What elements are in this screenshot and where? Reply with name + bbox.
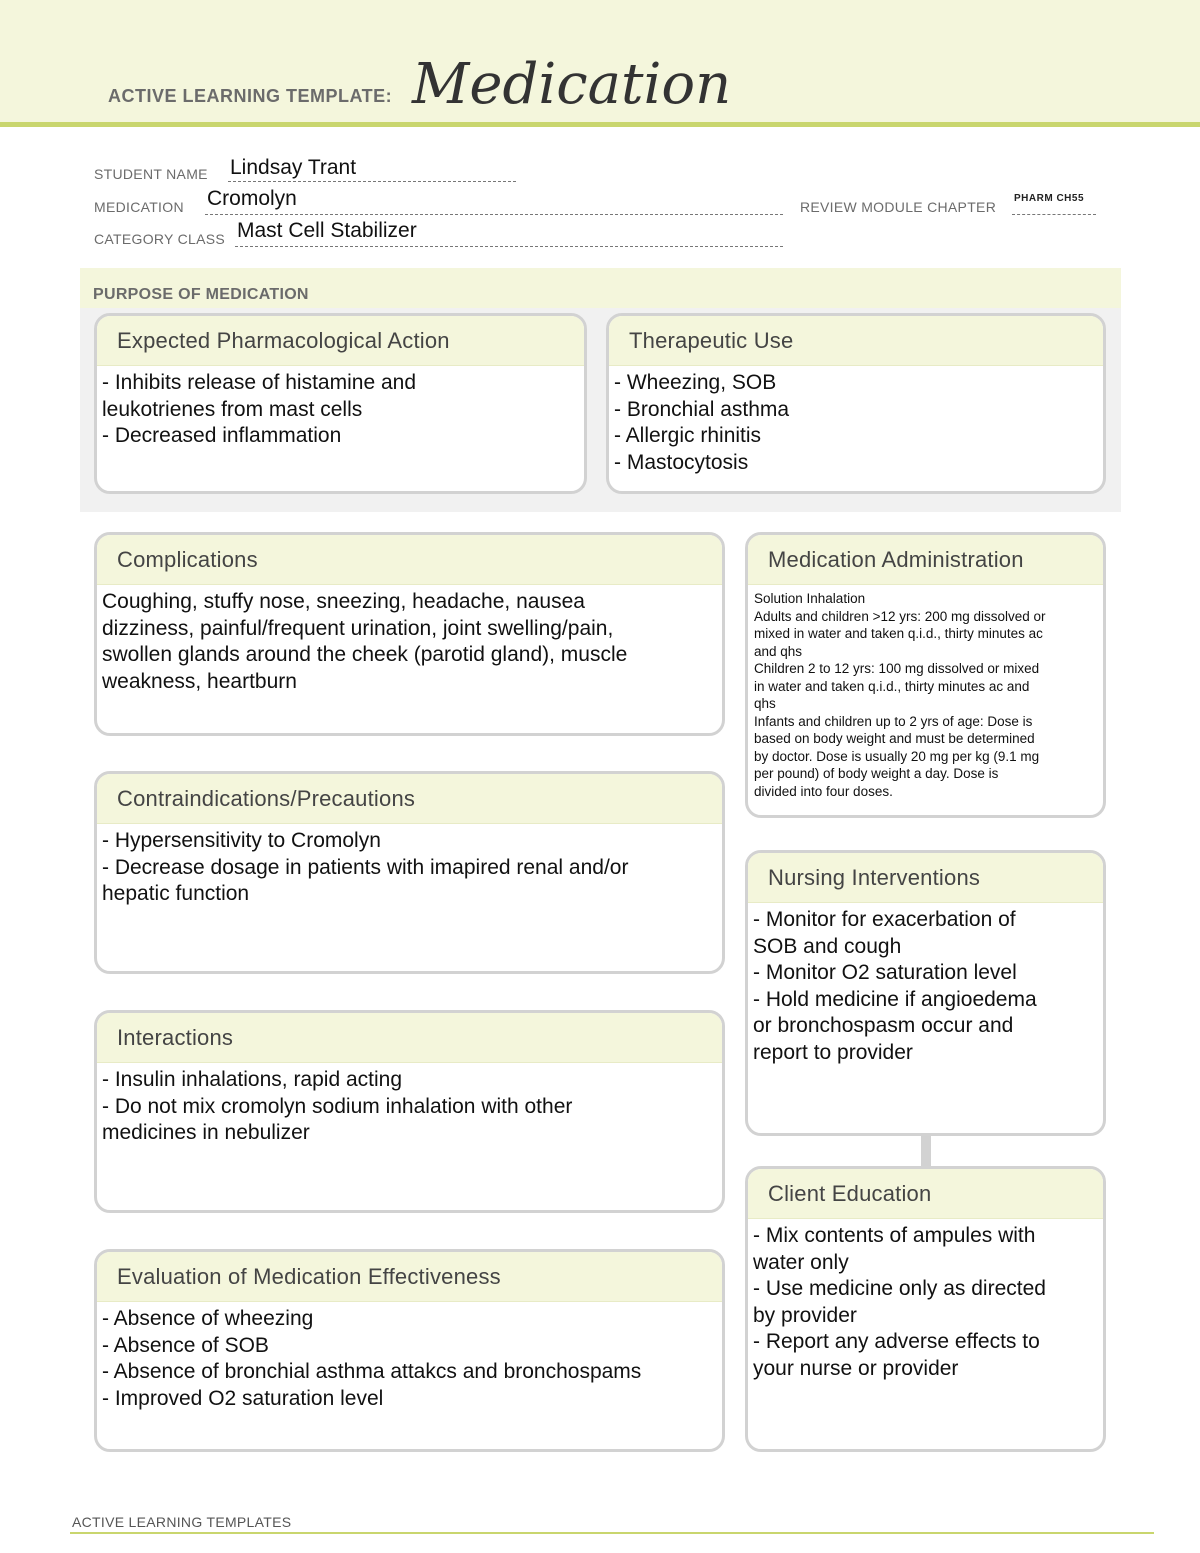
text-line: - Bronchial asthma [614, 397, 790, 421]
text-line: - Monitor for exacerbation of [753, 908, 1016, 931]
text-line: - Mastocytosis [614, 450, 749, 474]
text-line: - Improved O2 saturation level [102, 1386, 384, 1410]
category-class-label: CATEGORY CLASS [94, 231, 226, 247]
text-line: water only [753, 1250, 849, 1274]
text-line: - Monitor O2 saturation level [753, 961, 1017, 984]
review-module-label: REVIEW MODULE CHAPTER [800, 199, 997, 215]
text-line: report to provider [753, 1040, 913, 1064]
text-line: - Allergic rhinitis [614, 424, 762, 447]
interactions-body[interactable] [97, 1063, 722, 1147]
student-name-field[interactable]: Lindsay Trant [230, 156, 357, 179]
text-line: divided into four doses. [754, 783, 893, 799]
medication-field[interactable]: Cromolyn [207, 187, 297, 210]
client-education-box [745, 1166, 1106, 1452]
text-line: by provider [753, 1303, 857, 1327]
client-education-title: Client Education [768, 1180, 932, 1206]
text-line: and qhs [754, 643, 803, 659]
text-line: Coughing, stuffy nose, sneezing, headache, nausea [102, 590, 585, 613]
text-line: Solution Inhalation [754, 591, 866, 606]
text-line: - Absence of SOB [102, 1333, 269, 1357]
administration-body[interactable] [748, 585, 1103, 800]
contraindications-title: Contraindications/Precautions [117, 785, 416, 811]
contraindications-body[interactable] [97, 824, 722, 908]
client-education-body[interactable] [748, 1219, 1103, 1382]
header-rule [0, 122, 1200, 127]
expected-action-title: Expected Pharmacological Action [117, 327, 450, 353]
text-line: swollen glands around the cheek (parotid gland), muscle [102, 643, 628, 666]
therapeutic-use-box [606, 313, 1106, 494]
text-line: mixed in water and taken q.i.d., thirty minutes ac [754, 626, 1043, 641]
text-line: or bronchospasm occur and [753, 1014, 1014, 1037]
nursing-box [745, 850, 1106, 1136]
medication-line [205, 214, 783, 215]
text-line: Adults and children >12 yrs: 200 mg dissolved or [754, 608, 1046, 624]
text-line: by doctor. Dose is usually 20 mg per kg (9.1 mg [754, 748, 1040, 764]
complications-body[interactable] [97, 585, 722, 695]
text-line: Infants and children up to 2 yrs of age: Dose is [754, 713, 1033, 729]
text-line: - Report any adverse effects to [753, 1330, 1040, 1353]
expected-action-body[interactable] [97, 366, 584, 450]
evaluation-title: Evaluation of Medication Effectiveness [117, 1263, 501, 1289]
box-connector [921, 1136, 931, 1166]
text-line: weakness, heartburn [102, 669, 297, 693]
complications-box [94, 532, 725, 736]
category-class-field[interactable]: Mast Cell Stabilizer [237, 219, 417, 242]
text-line: - Decrease dosage in patients with imapired renal and/or [102, 855, 629, 879]
interactions-header [97, 1013, 722, 1063]
evaluation-box [94, 1249, 725, 1452]
contraindications-box [94, 771, 725, 974]
text-line: - Absence of bronchial asthma attakcs and bronchospams [102, 1360, 642, 1383]
text-line: - Use medicine only as directed [753, 1277, 1046, 1300]
text-line: qhs [754, 696, 776, 711]
text-line: Children 2 to 12 yrs: 100 mg dissolved or mixed [754, 661, 1040, 676]
text-line: - Insulin inhalations, rapid acting [102, 1068, 403, 1091]
nursing-title: Nursing Interventions [768, 864, 981, 890]
text-line: - Absence of wheezing [102, 1307, 314, 1330]
nursing-body[interactable] [748, 903, 1103, 1066]
review-module-field[interactable]: PHARM CH55 [1014, 193, 1085, 204]
interactions-box [94, 1010, 725, 1213]
template-label: ACTIVE LEARNING TEMPLATE: [108, 86, 393, 106]
text-line: hepatic function [102, 882, 250, 905]
evaluation-body[interactable] [97, 1302, 722, 1412]
therapeutic-use-body[interactable] [609, 366, 1103, 476]
text-line: - Wheezing, SOB [614, 371, 777, 394]
text-line: in water and taken q.i.d., thirty minutes ac and [754, 678, 1030, 694]
student-name-label: STUDENT NAME [94, 166, 208, 182]
purpose-label: PURPOSE OF MEDICATION [93, 286, 309, 303]
footer-label: ACTIVE LEARNING TEMPLATES [72, 1514, 292, 1530]
text-line: leukotrienes from mast cells [102, 397, 363, 421]
text-line: SOB and cough [753, 934, 902, 958]
text-line: - Decreased inflammation [102, 424, 342, 447]
student-name-line [228, 181, 516, 182]
administration-title: Medication Administration [768, 546, 1024, 572]
therapeutic-use-title: Therapeutic Use [629, 327, 794, 353]
text-line: - Hold medicine if angioedema [753, 987, 1037, 1011]
nursing-header [748, 853, 1103, 903]
footer-rule [70, 1532, 1154, 1534]
page-title: Medication [412, 52, 732, 117]
category-class-line [235, 246, 783, 247]
text-line: based on body weight and must be determined [754, 731, 1035, 746]
administration-header [748, 535, 1103, 585]
complications-title: Complications [117, 546, 258, 572]
text-line: dizziness, painful/frequent urination, joint swelling/pain, [102, 616, 614, 640]
text-line: - Do not mix cromolyn sodium inhalation with other [102, 1094, 573, 1118]
text-line: medicines in nebulizer [102, 1121, 310, 1144]
contraindications-header [97, 774, 722, 824]
expected-action-box [94, 313, 587, 494]
administration-box [745, 532, 1106, 818]
complications-header [97, 535, 722, 585]
text-line: your nurse or provider [753, 1356, 959, 1380]
evaluation-header [97, 1252, 722, 1302]
therapeutic-use-header [609, 316, 1103, 366]
text-line: - Hypersensitivity to Cromolyn [102, 829, 381, 852]
expected-action-header [97, 316, 584, 366]
medication-label: MEDICATION [94, 199, 184, 215]
client-education-header [748, 1169, 1103, 1219]
text-line: per pound) of body weight a day. Dose is [754, 766, 999, 781]
review-module-line [1012, 214, 1096, 215]
text-line: - Inhibits release of histamine and [102, 371, 417, 394]
interactions-title: Interactions [117, 1024, 234, 1050]
text-line: - Mix contents of ampules with [753, 1224, 1036, 1247]
